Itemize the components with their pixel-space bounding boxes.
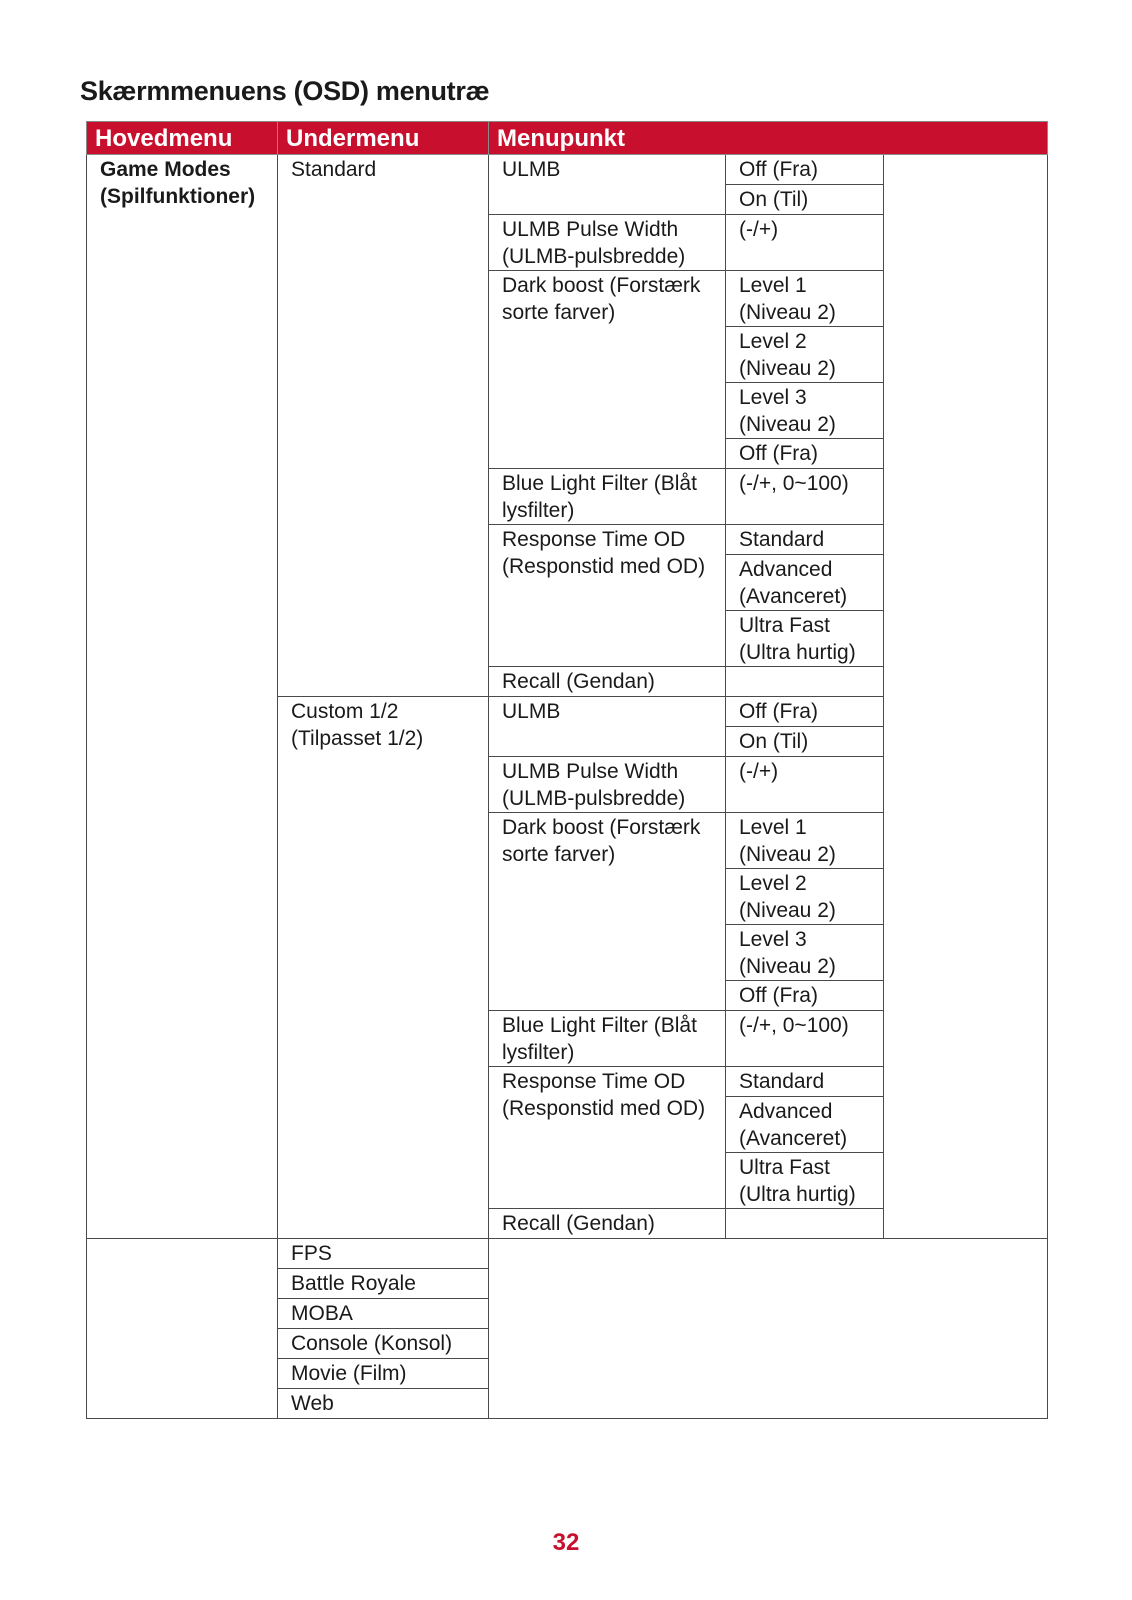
submenu-movie: Movie (Film) <box>278 1358 489 1388</box>
page-number: 32 <box>552 1529 580 1556</box>
value-pulse-width: (-/+) <box>726 215 884 271</box>
option-response-standard: Standard <box>726 1067 884 1097</box>
empty-cell <box>884 1209 1048 1239</box>
item-recall: Recall (Gendan) <box>489 1209 726 1239</box>
page-title: Skærmmenuens (OSD) menutræ <box>80 76 490 106</box>
option-ulmb-on: On (Til) <box>726 185 884 215</box>
option-dark-boost-level-2: Level 2 (Niveau 2) <box>726 327 884 383</box>
option-response-ultra-fast: Ultra Fast (Ultra hurtig) <box>726 1153 884 1209</box>
submenu-custom: Custom 1/2 (Tilpasset 1/2) <box>278 697 489 1239</box>
table-header-row <box>87 122 1048 155</box>
option-dark-boost-level-1: Level 1 (Niveau 2) <box>726 271 884 327</box>
option-response-advanced: Advanced (Avanceret) <box>726 555 884 611</box>
submenu-moba: MOBA <box>278 1298 489 1328</box>
item-ulmb: ULMB <box>489 697 726 757</box>
option-response-advanced: Advanced (Avanceret) <box>726 1097 884 1153</box>
option-dark-boost-level-3: Level 3 (Niveau 2) <box>726 383 884 439</box>
main-menu-game-modes: Game Modes (Spilfunktioner) <box>87 155 278 1239</box>
item-dark-boost: Dark boost (Forstærk sorte farver) <box>489 271 726 469</box>
empty-cell <box>726 667 884 697</box>
value-pulse-width: (-/+) <box>726 757 884 813</box>
option-dark-boost-level-2: Level 2 (Niveau 2) <box>726 869 884 925</box>
item-response-time-od: Response Time OD (Responstid med OD) <box>489 1067 726 1209</box>
option-dark-boost-level-3: Level 3 (Niveau 2) <box>726 925 884 981</box>
option-dark-boost-off: Off (Fra) <box>726 981 884 1011</box>
header-submenu: Undermenu <box>278 122 489 155</box>
item-blue-light-filter: Blue Light Filter (Blåt lysfilter) <box>489 1011 726 1067</box>
submenu-standard: Standard <box>278 155 489 697</box>
submenu-web: Web <box>278 1388 489 1418</box>
item-ulmb-pulse-width: ULMB Pulse Width (ULMB-pulsbredde) <box>489 215 726 271</box>
item-recall: Recall (Gendan) <box>489 667 726 697</box>
item-dark-boost: Dark boost (Forstærk sorte farver) <box>489 813 726 1011</box>
header-menu-item: Menupunkt <box>489 122 1048 155</box>
option-response-standard: Standard <box>726 525 884 555</box>
empty-column <box>884 155 1048 1209</box>
submenu-battle-royale: Battle Royale <box>278 1268 489 1298</box>
item-ulmb: ULMB <box>489 155 726 215</box>
other-modes-table <box>86 1238 1048 1419</box>
option-ulmb-on: On (Til) <box>726 727 884 757</box>
item-blue-light-filter: Blue Light Filter (Blåt lysfilter) <box>489 469 726 525</box>
empty-item-area <box>489 1238 1048 1418</box>
option-ulmb-off: Off (Fra) <box>726 697 884 727</box>
option-dark-boost-off: Off (Fra) <box>726 439 884 469</box>
value-blue-light-filter: (-/+, 0~100) <box>726 1011 884 1067</box>
submenu-console: Console (Konsol) <box>278 1328 489 1358</box>
submenu-fps: FPS <box>278 1238 489 1268</box>
option-ulmb-off: Off (Fra) <box>726 155 884 185</box>
option-response-ultra-fast: Ultra Fast (Ultra hurtig) <box>726 611 884 667</box>
item-response-time-od: Response Time OD (Responstid med OD) <box>489 525 726 667</box>
osd-menu-tree-table <box>86 121 1048 1239</box>
header-main-menu: Hovedmenu <box>87 122 278 155</box>
value-blue-light-filter: (-/+, 0~100) <box>726 469 884 525</box>
option-dark-boost-level-1: Level 1 (Niveau 2) <box>726 813 884 869</box>
main-menu-continued <box>87 1238 278 1418</box>
empty-cell <box>726 1209 884 1239</box>
item-ulmb-pulse-width: ULMB Pulse Width (ULMB-pulsbredde) <box>489 757 726 813</box>
